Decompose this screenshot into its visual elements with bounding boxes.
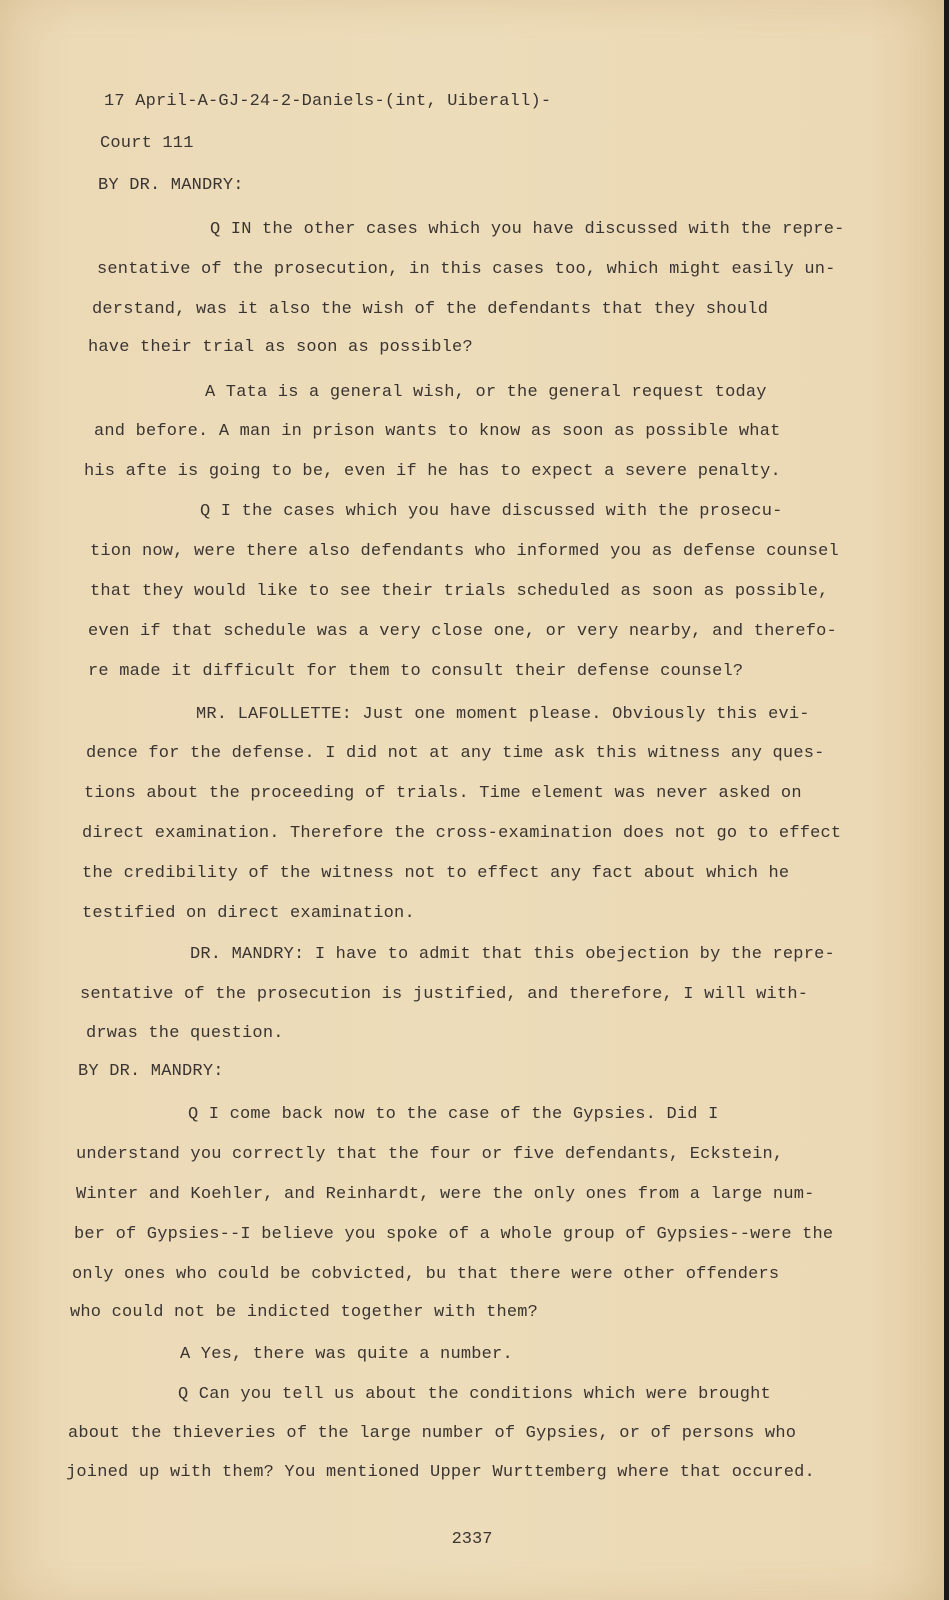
text-line: the credibility of the witness not to effect any fact about which he xyxy=(82,864,790,883)
text-line: Q I the cases which you have discussed with the prosecu- xyxy=(200,502,783,521)
text-line: that they would like to see their trials scheduled as soon as possible, xyxy=(90,582,829,601)
text-line: re made it difficult for them to consult their defense counsel? xyxy=(88,662,744,681)
text-line: BY DR. MANDRY: xyxy=(98,176,244,195)
text-line: Q Can you tell us about the conditions which were brought xyxy=(178,1385,771,1404)
court-line: Court 111 xyxy=(100,134,194,153)
text-line: MR. LAFOLLETTE: Just one moment please. Obviously this evi- xyxy=(196,705,810,724)
text-line: A Yes, there was quite a number. xyxy=(180,1345,513,1364)
text-line: dence for the defense. I did not at any time ask this witness any ques- xyxy=(86,744,825,763)
text-line: sentative of the prosecution, in this cases too, which might easily un- xyxy=(97,260,836,279)
text-line: Q I come back now to the case of the Gypsies. Did I xyxy=(188,1105,719,1124)
text-line: BY DR. MANDRY: xyxy=(78,1062,224,1081)
text-line: direct examination. Therefore the cross-examination does not go to effect xyxy=(82,824,842,843)
text-line: even if that schedule was a very close one, or very nearby, and therefo- xyxy=(88,622,837,641)
text-line: only ones who could be cobvicted, bu that there were other offenders xyxy=(72,1265,780,1284)
text-line: derstand, was it also the wish of the defendants that they should xyxy=(92,300,769,319)
text-line: who could not be indicted together with them? xyxy=(70,1303,539,1322)
text-line: Winter and Koehler, and Reinhardt, were the only ones from a large num- xyxy=(76,1185,815,1204)
text-line: about the thieveries of the large number of Gypsies, or of persons who xyxy=(68,1424,797,1443)
text-line: ber of Gypsies--I believe you spoke of a whole group of Gypsies--were the xyxy=(74,1225,834,1244)
text-line: have their trial as soon as possible? xyxy=(88,338,473,357)
text-line: Q IN the other cases which you have discussed with the repre- xyxy=(210,220,845,239)
text-line: tions about the proceeding of trials. Time element was never asked on xyxy=(84,784,802,803)
text-line: his afte is going to be, even if he has to expect a severe penalty. xyxy=(84,462,781,481)
text-line: testified on direct examination. xyxy=(82,904,415,923)
text-line: joined up with them? You mentioned Upper Wurttemberg where that occured. xyxy=(66,1463,815,1482)
header-line: 17 April-A-GJ-24-2-Daniels-(int, Uiberall)- xyxy=(104,92,552,111)
text-line: drwas the question. xyxy=(86,1024,284,1043)
text-line: DR. MANDRY: I have to admit that this obejection by the repre- xyxy=(190,945,835,964)
text-line: understand you correctly that the four or five defendants, Eckstein, xyxy=(76,1145,784,1164)
text-line: sentative of the prosecution is justified, and therefore, I will with- xyxy=(80,985,809,1004)
text-line: tion now, were there also defendants who informed you as defense counsel xyxy=(90,542,839,561)
text-line: and before. A man in prison wants to know as soon as possible what xyxy=(94,422,781,441)
page-number: 2337 xyxy=(451,1530,493,1549)
text-line: A Tata is a general wish, or the general request today xyxy=(205,383,767,402)
